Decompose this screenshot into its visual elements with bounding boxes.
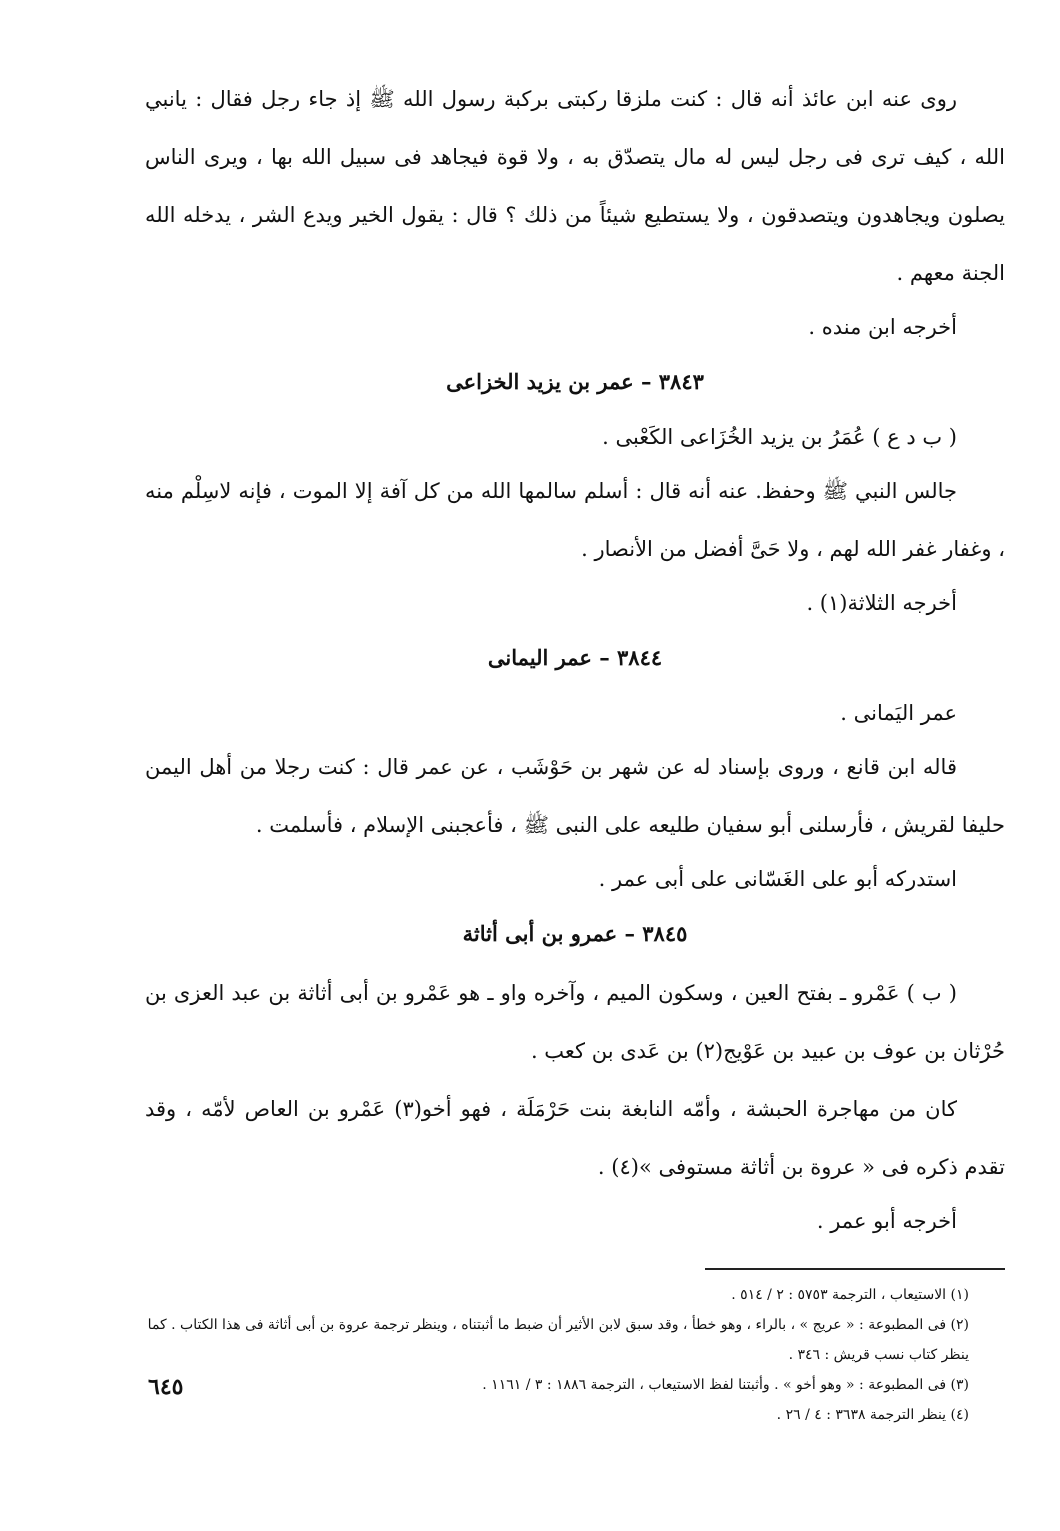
footnote-1: (١) الاستيعاب ، الترجمة ٥٧٥٣ : ٢ / ٥١٤ .: [731, 1287, 969, 1303]
footnote-4: (٤) ينظر الترجمة ٣٦٣٨ : ٤ / ٢٦ .: [776, 1407, 969, 1423]
document-page: [145, 70, 1005, 1430]
entry-3845-heading: ٣٨٤٥ – عمرو بن أبى أثاثة: [462, 921, 688, 946]
entry-3842-source: أخرجه ابن منده .: [808, 315, 957, 339]
entry-3845-name-paragraph: ( ب ) عَمْرو ـ بفتح العين ، وسكون الميم ، وآخره واو ـ هو عَمْرو بن أبى أثاثة بن عبد العزى بن حُرْثان بن عوف بن عبيد بن عَوْيج(٢) بن عَدى بن كعب .: [145, 981, 1005, 1063]
footnote-3: (٣) فى المطبوعة : « وهو أخو » . وأثبتنا لفظ الاستيعاب ، الترجمة ١٨٨٦ : ٣ / ١١٦١ .: [482, 1377, 969, 1393]
entry-3843-heading: ٣٨٤٣ – عمر بن يزيد الخزاعى: [446, 369, 704, 394]
entry-3845-source: أخرجه أبو عمر .: [816, 1209, 957, 1233]
entry-3844-paragraph: قاله ابن قانع ، وروى بإسناد له عن شهر بن حَوْشَب ، عن عمر قال : كنت رجلا من أهل اليمن حليفا لقريش ، فأرسلنى أبو سفيان طليعه على النبى ﷺ ، فأعجبنى الإسلام ، فأسلمت .: [145, 755, 1005, 837]
page-number: ٦٤٥: [148, 1374, 184, 1400]
entry-3843-name: ( ب د ع ) عُمَرُ بن يزيد الخُزَاعى الكَعْبى .: [602, 425, 957, 449]
entry-3843-source: أخرجه الثلاثة(١) .: [806, 591, 957, 615]
entry-3844-name: عمر اليَمانى .: [840, 701, 957, 725]
footnote-2: (٢) فى المطبوعة : « عريج » ، بالراء ، وهو خطأ ، وقد سبق لابن الأثير أن ضبط ما أثبتناه ، وينظر ترجمة عروة بن أبى أثاثة فى هذا الكتاب . كما ينظر كتاب نسب قريش : ٣٤٦ .: [147, 1317, 969, 1363]
entry-3843-paragraph: جالس النبي ﷺ وحفظ. عنه أنه قال : أسلم سالمها الله من كل آفة إلا الموت ، فإنه لاسِلْم منه ، وغفار غفر الله لهم ، ولا حَىَّ أفضل من الأنصار .: [145, 479, 1005, 561]
footnotes: [145, 1280, 1005, 1430]
entry-3842-paragraph: روى عنه ابن عائذ أنه قال : كنت ملزقا ركبتى بركبة رسول الله ﷺ إذ جاء رجل فقال : يانبي الله ، كيف ترى فى رجل ليس له مال يتصدّق به ، ولا قوة فيجاهد فى سبيل الله بها ، ويرى الناس يصلون ويجاهدون ويتصدقون ، ولا يستطيع شيئاً من ذلك ؟ قال : يقول الخير ويدع الشر ، يدخله الله الجنة معهم .: [145, 87, 1005, 285]
footnote-divider: [705, 1268, 1005, 1270]
entry-3844-source: استدركه أبو على الغَسّانى على أبى عمر .: [598, 867, 957, 891]
entry-3845-paragraph: كان من مهاجرة الحبشة ، وأمّه النابغة بنت حَرْمَلَة ، فهو أخو(٣) عَمْرو بن العاص لأمّه ، وقد تقدم ذكره فى « عروة بن أثاثة مستوفى »(٤) .: [145, 1097, 1005, 1179]
entry-3844-heading: ٣٨٤٤ – عمر اليمانى: [487, 645, 663, 670]
